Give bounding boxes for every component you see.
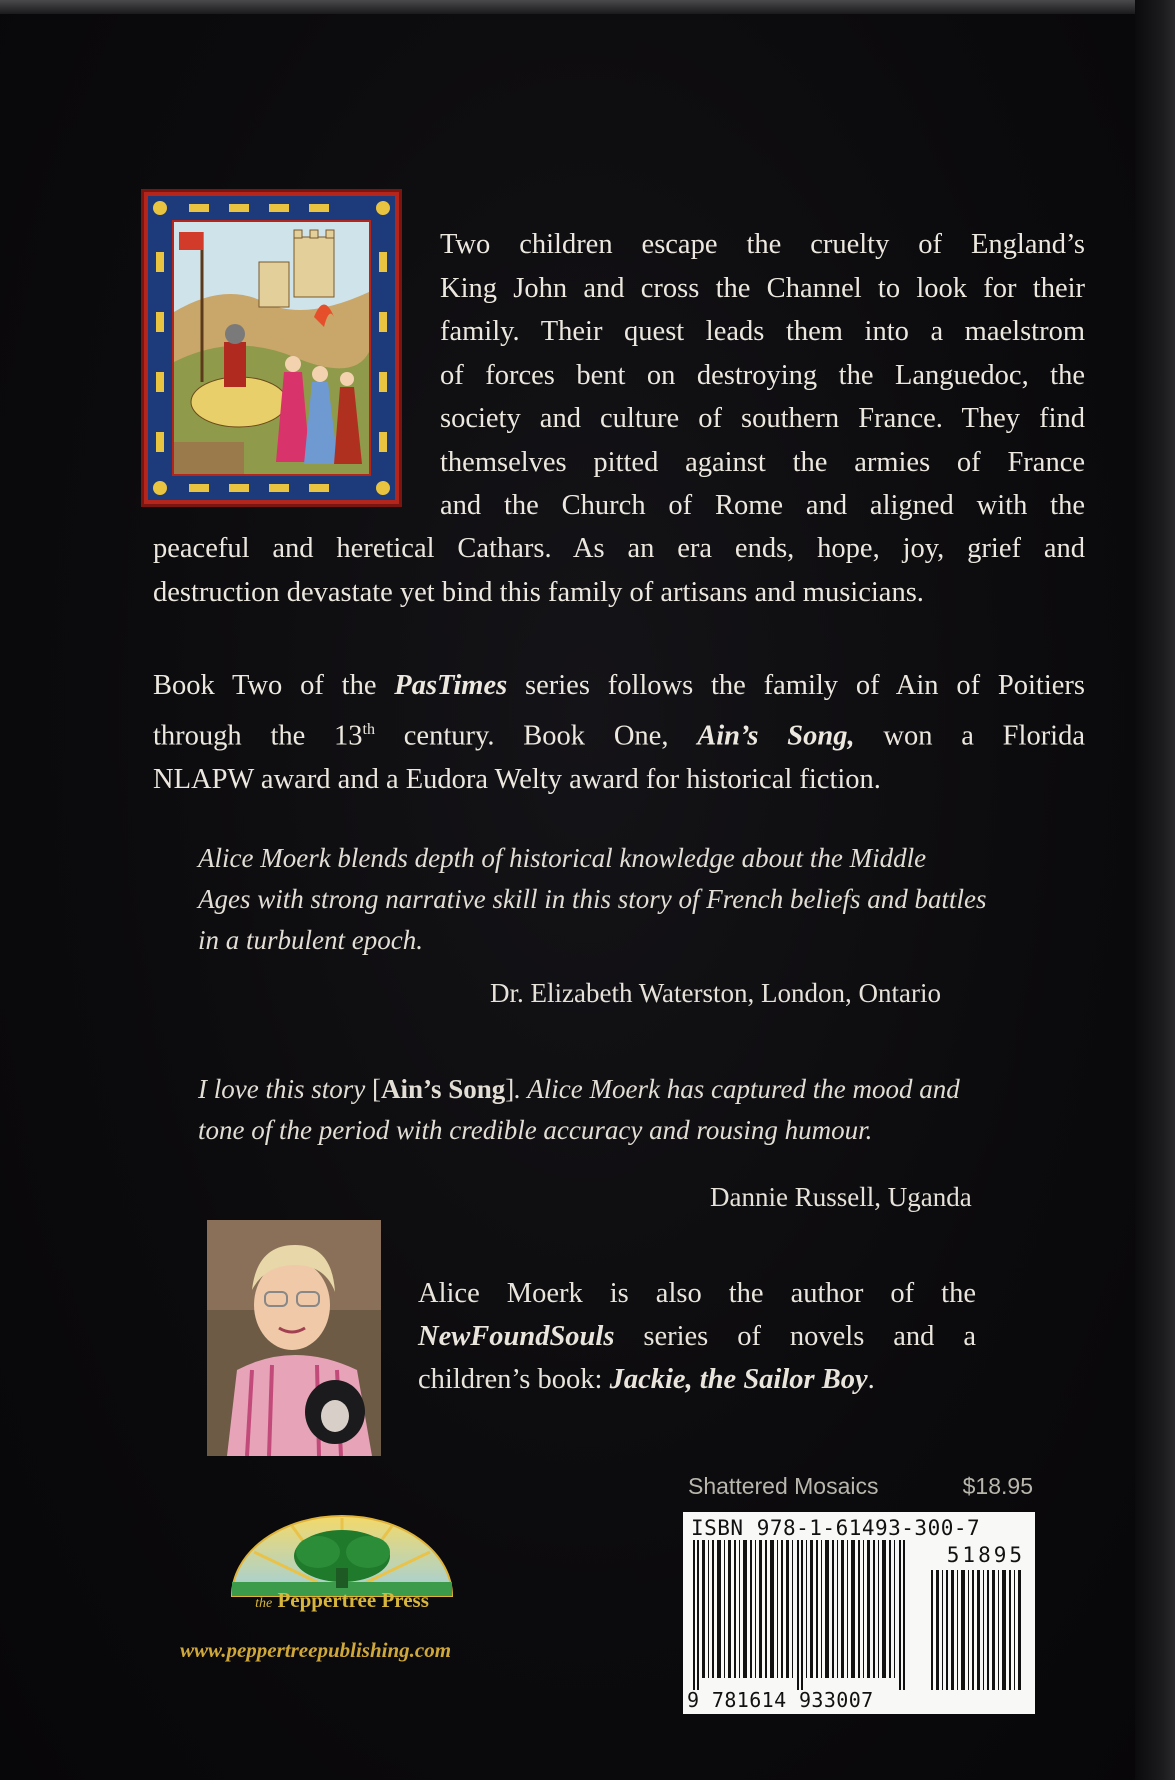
author-bio bbox=[418, 1272, 976, 1401]
ean-bars bbox=[689, 1540, 921, 1690]
review-attribution-1: Dr. Elizabeth Waterston, London, Ontario bbox=[490, 978, 941, 1008]
blurb-line: destruction devastate yet bind this family of artisans and musicians. bbox=[153, 576, 924, 608]
price-addon-bars bbox=[929, 1570, 1025, 1690]
author-line-3-pre: children’s book: bbox=[418, 1364, 610, 1395]
series-century: century. Book One, bbox=[375, 720, 698, 751]
author-photo bbox=[207, 1220, 381, 1456]
price-code: 51895 bbox=[946, 1543, 1025, 1567]
publisher-name-text: Peppertree Press bbox=[277, 1588, 429, 1612]
publisher-url[interactable]: www.peppertreepublishing.com bbox=[180, 1638, 452, 1662]
author-line-3-end: . bbox=[867, 1364, 875, 1395]
review-line: tone of the period with credible accuracy and rousing humour. bbox=[198, 1115, 873, 1145]
blurb-line: themselves pitted against the armies of France bbox=[440, 446, 1085, 478]
blurb-line: Two children escape the cruelty of England’s bbox=[440, 229, 1085, 260]
publisher-name bbox=[222, 1588, 462, 1613]
blurb-line: society and culture of southern France. They find bbox=[440, 403, 1085, 434]
isbn-number: ISBN 978-1-61493-300-7 bbox=[691, 1516, 981, 1540]
blurb-line: family. Their quest leads them into a maelstrom bbox=[440, 316, 1085, 347]
series-award: won a Florida bbox=[854, 720, 1085, 751]
review-line bbox=[198, 1069, 1033, 1110]
ean-digits: 9 781614 933007 bbox=[687, 1688, 874, 1712]
series-after: series follows the family of Ain of Poitiers bbox=[507, 670, 1085, 701]
review-book-title: Ain’s Song bbox=[380, 1074, 506, 1104]
author-line-1: Alice Moerk is also the author of the bbox=[418, 1278, 976, 1309]
book-spine-edge bbox=[1135, 0, 1175, 1780]
illustration-art bbox=[144, 192, 399, 504]
review-line: in a turbulent epoch. bbox=[198, 925, 423, 955]
blurb-wrapped-lines bbox=[440, 223, 1085, 528]
publisher-the: the bbox=[255, 1596, 273, 1611]
review-pre: I love this story bbox=[198, 1074, 372, 1104]
review-attribution-2: Dannie Russell, Uganda bbox=[710, 1182, 972, 1212]
series-intro: Book Two of the bbox=[153, 670, 395, 701]
series-through: through the 13 bbox=[153, 720, 363, 751]
book-one-title: Ain’s Song, bbox=[697, 720, 855, 751]
review-quote-2 bbox=[198, 1069, 1033, 1151]
review-quote-1 bbox=[198, 838, 1033, 961]
review-bracket-open: [ bbox=[371, 1074, 381, 1104]
blurb-line: peaceful and heretical Cathars. As an era ends, hope, joy, grief and bbox=[153, 533, 1085, 564]
author-photo-art bbox=[207, 1220, 381, 1456]
blurb-line: King John and cross the Channel to look for their bbox=[440, 272, 1085, 304]
series-name: PasTimes bbox=[394, 670, 508, 701]
kids-book-title: Jackie, the Sailor Boy bbox=[609, 1364, 868, 1395]
review-line: Ages with strong narrative skill in this story of French beliefs and battles bbox=[198, 884, 987, 914]
author-line-2 bbox=[418, 1315, 976, 1358]
isbn-barcode bbox=[683, 1512, 1035, 1714]
author-line-3 bbox=[418, 1358, 976, 1401]
series-sup: th bbox=[362, 720, 375, 738]
author-line-2-rest: series of novels and a bbox=[614, 1321, 976, 1352]
book-top-edge bbox=[0, 0, 1175, 14]
medieval-illustration bbox=[141, 189, 402, 507]
book-price: $18.95 bbox=[962, 1473, 1033, 1499]
review-line: Alice Moerk blends depth of historical knowledge about the Middle bbox=[198, 843, 927, 873]
series-line-2 bbox=[153, 708, 1085, 758]
blurb-full-lines bbox=[153, 527, 1085, 614]
series-paragraph bbox=[153, 664, 1085, 801]
series-line-3: NLAPW award and a Eudora Welty award for historical fiction. bbox=[153, 763, 881, 795]
blurb-line: and the Church of Rome and aligned with the bbox=[440, 490, 1085, 521]
review-bracket-close: ] bbox=[505, 1074, 515, 1104]
series-line-1 bbox=[153, 664, 1085, 708]
blurb-line: of forces bent on destroying the Languedoc, the bbox=[440, 359, 1085, 391]
book-title: Shattered Mosaics bbox=[688, 1473, 879, 1499]
title-price-row bbox=[688, 1473, 1033, 1500]
review-post: . Alice Moerk has captured the mood and bbox=[514, 1074, 960, 1104]
author-series-title: NewFoundSouls bbox=[418, 1321, 615, 1352]
